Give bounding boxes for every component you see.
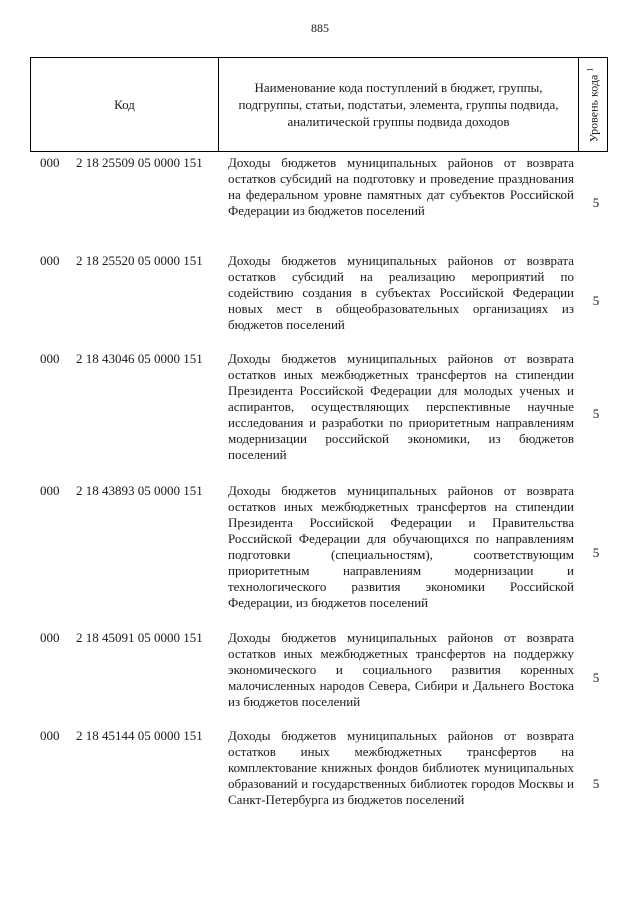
row-budget-code: 2 18 25509 05 0000 151 (76, 155, 203, 170)
row-admin-code: 000 (40, 351, 60, 366)
table-header (30, 57, 608, 152)
row-level: 5 (592, 670, 600, 685)
row-admin-code: 000 (40, 728, 60, 743)
page-number: 885 (311, 21, 329, 35)
row-budget-code: 2 18 25520 05 0000 151 (76, 253, 203, 268)
row-description: Доходы бюджетов муниципальных районов от возврата остатков иных межбюджетных трансфертов на стипендии Президента Российской Федерации и Правительства Российской Федерации для обучающихся по направлениям подготовки (специальностям), соответствующим приоритетным направлениям модернизации и технологического развития экономики Российской Федерации, из бюджетов поселений (228, 483, 574, 610)
row-level: 5 (592, 545, 600, 560)
row-admin-code: 000 (40, 253, 60, 268)
row-admin-code: 000 (40, 630, 60, 645)
row-budget-code: 2 18 45091 05 0000 151 (76, 630, 203, 645)
header-level-footnote: 1 (585, 67, 595, 72)
header-level-cell (579, 58, 607, 151)
row-budget-code: 2 18 43893 05 0000 151 (76, 483, 203, 498)
header-level-label (585, 67, 601, 142)
header-name-label: Наименование кода поступлений в бюджет, группы, подгруппы, статьи, подстатьи, элемента, группы подвида, аналитической группы подвида доходов (219, 58, 579, 151)
row-level: 5 (592, 776, 600, 791)
row-description: Доходы бюджетов муниципальных районов от возврата остатков иных межбюджетных трансфертов на комплектование книжных фондов библиотек муниципальных образований и государственных библиотек городов Москвы и Санкт-Петербурга из бюджетов поселений (228, 728, 574, 807)
row-description: Доходы бюджетов муниципальных районов от возврата остатков иных межбюджетных трансфертов на поддержку экономического и социального развития коренных малочисленных народов Севера, Сибири и Дальнего Востока из бюджетов поселений (228, 630, 574, 709)
row-level: 5 (592, 406, 600, 421)
row-level: 5 (592, 195, 600, 210)
row-budget-code: 2 18 45144 05 0000 151 (76, 728, 203, 743)
row-description: Доходы бюджетов муниципальных районов от возврата остатков субсидий на реализацию мероприятий по содействию создания в субъектах Российской Федерации новых мест в общеобразовательных организациях из бюджетов поселений (228, 253, 574, 332)
header-level-text: Уровень кода (586, 74, 601, 142)
row-admin-code: 000 (40, 155, 60, 170)
row-description: Доходы бюджетов муниципальных районов от возврата остатков иных межбюджетных трансфертов на стипендии Президента Российской Федерации для молодых ученых и аспирантов, осуществляющих перспективные научные исследования и разработки по приоритетным направлениям модернизации российской экономики, из бюджетов поселений (228, 351, 574, 462)
row-budget-code: 2 18 43046 05 0000 151 (76, 351, 203, 366)
header-code-label: Код (31, 58, 219, 151)
row-level: 5 (592, 293, 600, 308)
row-description: Доходы бюджетов муниципальных районов от возврата остатков субсидий на подготовку и проведение празднования на федеральном уровне памятных дат субъектов Российской Федерации из бюджетов поселений (228, 155, 574, 218)
row-admin-code: 000 (40, 483, 60, 498)
